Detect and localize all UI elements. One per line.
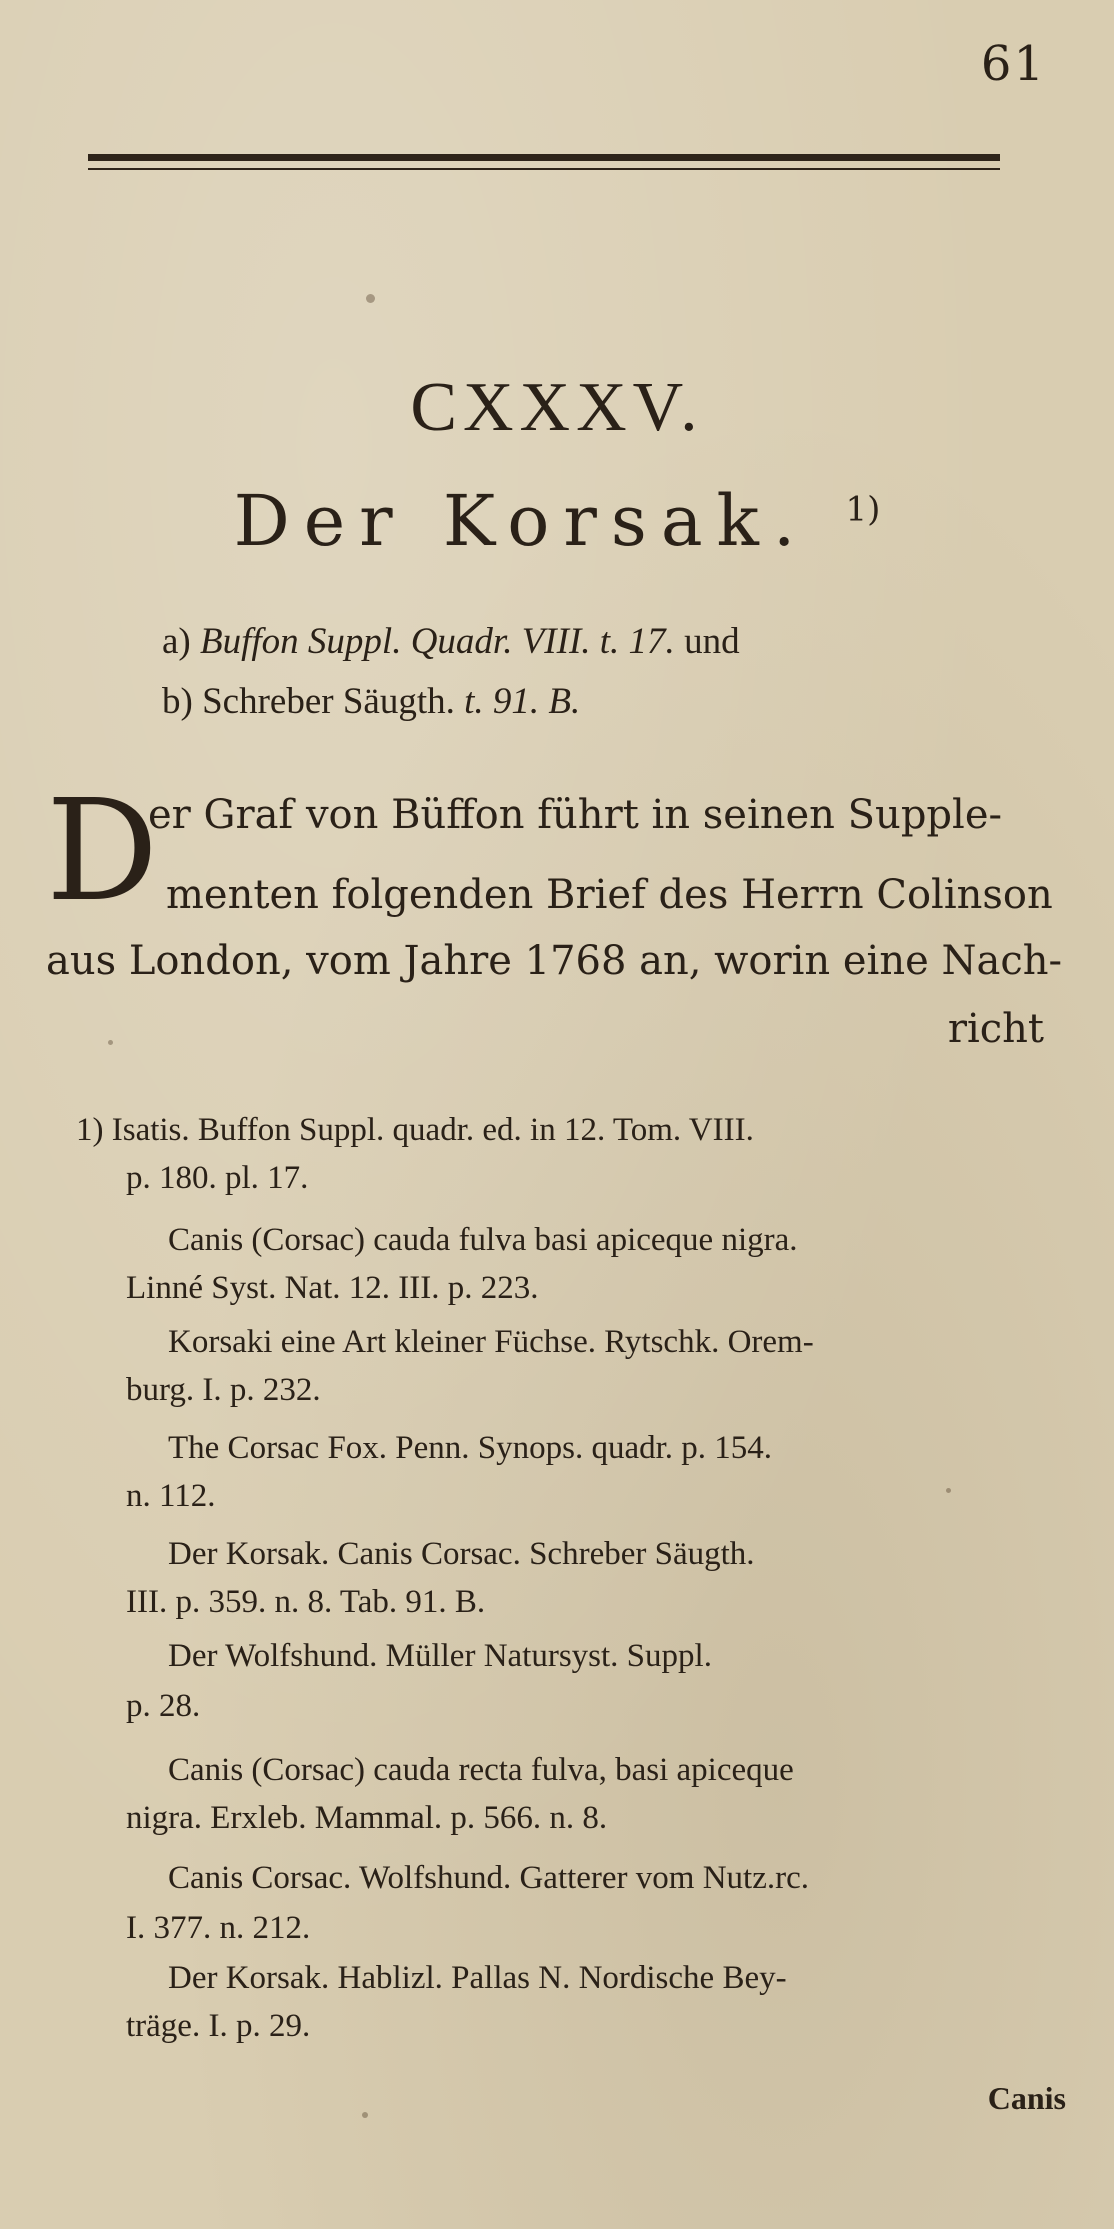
footnote-line: The Corsac Fox. Penn. Synops. quadr. p. 154. [168,1430,773,1466]
chapter-title-text: Der Korsak. [233,480,810,562]
chapter-title [0,480,1114,562]
reference-a [162,620,740,663]
footnote-line: Linné Syst. Nat. 12. III. p. 223. [126,1270,539,1306]
footnote-line: Der Korsak. Hablizl. Pallas N. Nordische Bey- [168,1960,787,1996]
paper-speck [362,2112,368,2118]
reference-b [162,680,580,723]
footnote-line: p. 28. [126,1688,201,1724]
reference-label: b) [162,681,193,722]
chapter-note-mark: 1) [845,489,881,530]
paragraph-line: richt [947,1006,1044,1052]
footnote-line: nigra. Erxleb. Mammal. p. 566. n. 8. [126,1800,608,1836]
paragraph-line: er Graf von Büffon führt in seinen Supple- [148,792,1003,838]
footnote-line: n. 112. [126,1478,216,1514]
footnote-line: 1) Isatis. Buffon Suppl. quadr. ed. in 12. Tom. VIII. [76,1112,754,1148]
footnote-line: Canis (Corsac) cauda fulva basi apiceque nigra. [168,1222,798,1258]
reference-text: Buffon Suppl. Quadr. VIII. t. 17. [200,621,675,662]
reference-label: a) [162,621,191,662]
footnote-line: I. 377. n. 212. [126,1910,311,1946]
paragraph-line: menten folgenden Brief des Herrn Colinson [166,872,1053,918]
chapter-number: CXXXV. [410,369,704,446]
footnote-line: p. 180. pl. 17. [126,1160,309,1196]
paper-speck [946,1488,951,1493]
page-number: 61 [980,36,1046,92]
footnote-line: Korsaki eine Art kleiner Füchse. Rytschk. Orem- [168,1324,814,1360]
reference-suffix: und [684,621,740,662]
footnote-line: Canis Corsac. Wolfshund. Gatterer vom Nutz.rc. [168,1860,810,1896]
reference-suffix: t. 91. B. [464,681,581,722]
catchword: Canis [987,2080,1066,2116]
footnote-line: Canis (Corsac) cauda recta fulva, basi apiceque [168,1752,794,1788]
header-rule-thick [88,154,1000,161]
drop-cap: D [46,770,159,933]
footnote-line: III. p. 359. n. 8. Tab. 91. B. [126,1584,486,1620]
paper-speck [108,1040,113,1045]
header-rule-thin [88,168,1000,170]
reference-text: Schreber Säugth. [202,681,455,722]
paragraph-line: aus London, vom Jahre 1768 an, worin eine Nach- [46,938,1063,984]
paper-speck [366,294,375,303]
footnote-line: burg. I. p. 232. [126,1372,321,1408]
footnote-line: Der Wolfshund. Müller Natursyst. Suppl. [168,1638,712,1674]
footnote-line: träge. I. p. 29. [126,2008,311,2044]
footnote-line: Der Korsak. Canis Corsac. Schreber Säugth. [168,1536,755,1572]
